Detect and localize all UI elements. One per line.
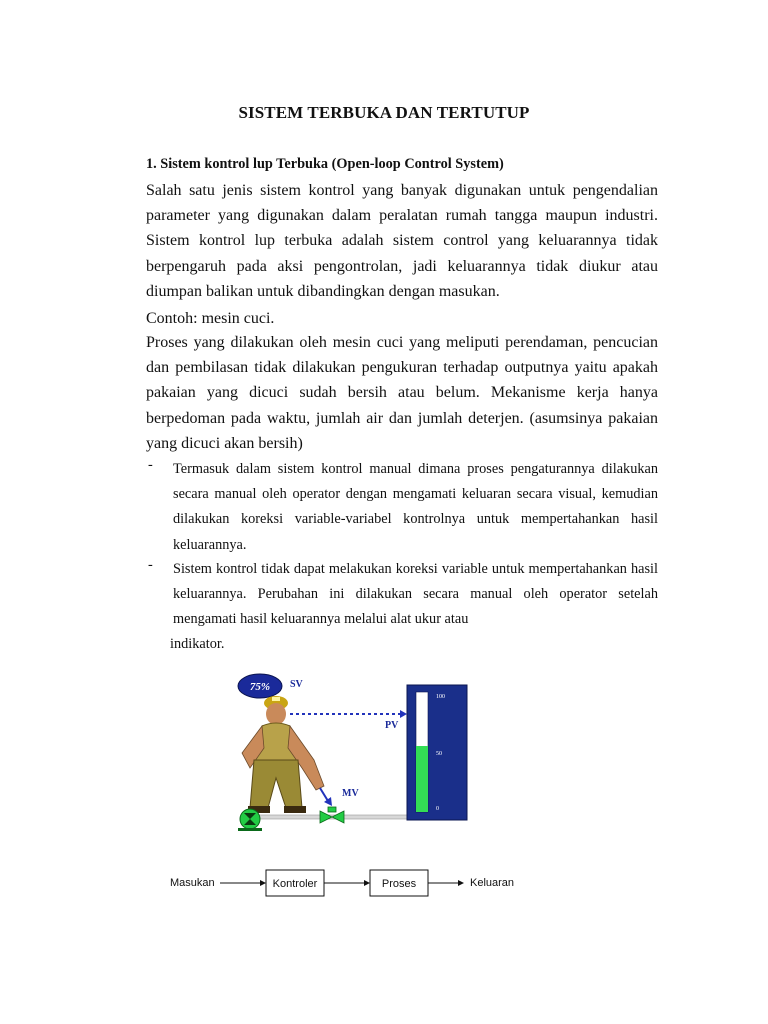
- sv-label: SV: [290, 679, 303, 690]
- bullet-continuation: indikator.: [170, 636, 225, 652]
- pv-label: PV: [385, 720, 399, 731]
- input-label: Masukan: [170, 877, 215, 889]
- output-label: Keluaran: [470, 877, 515, 889]
- bullet-dash: -: [148, 457, 153, 473]
- sv-value: 75%: [249, 681, 271, 693]
- paragraph-washing-machine: Proses yang dilakukan oleh mesin cuci yang meliputi perendaman, pencucian dan pembilasan tidak dilakukan pengukuran terhadap outputnya yaitu apakah pakaian yang dicuci sudah bersih atau belum. Mekanisme kerja hanya berpedoman pada waktu, jumlah air dan jumlah deterjen. (asumsinya pakaian yang dicuci akan bersih): [146, 334, 658, 452]
- bullet-text: Termasuk dalam sistem kontrol manual dimana proses pengaturannya dilakukan secara manual oleh operator dengan mengamati keluaran secara visual, kemudian dilakukan koreksi variable-variabel kontrolnya untuk mempertahankan hasil keluarannya.: [173, 461, 658, 553]
- arrow-head-icon: [260, 880, 266, 886]
- level-fill: [416, 746, 428, 812]
- section-heading: 1. Sistem kontrol lup Terbuka (Open-loop Control System): [146, 156, 504, 172]
- example-line: Contoh: mesin cuci.: [146, 310, 275, 327]
- scale-max: 100: [436, 694, 445, 700]
- controller-label: Kontroler: [272, 878, 318, 890]
- operator-icon: [242, 696, 324, 813]
- mv-label: MV: [342, 788, 359, 799]
- manual-control-illustration: [232, 668, 482, 838]
- bullet-item: [146, 557, 658, 633]
- arrow-head-icon: [400, 710, 407, 718]
- paragraph-definition: Salah satu jenis sistem kontrol yang banyak digunakan untuk pengendalian parameter yang digunakan dalam peralatan rumah tangga maupun industri. Sistem kontrol lup terbuka adalah sistem control yang keluarannya tidak berpengaruh pada aksi pengontrolan, jadi keluarannya tidak diukur atau diumpan balikan untuk dibandingkan dengan masukan.: [146, 182, 658, 300]
- document-title: SISTEM TERBUKA DAN TERTUTUP: [238, 103, 530, 122]
- scale-mid: 50: [436, 751, 442, 757]
- bullet-text: Sistem kontrol tidak dapat melakukan koreksi variable untuk mempertahankan hasil keluarannya. Perubahan ini dilakukan secara manual oleh operator setelah mengamati hasil keluarannya melalui alat ukur atau: [173, 561, 658, 628]
- arrow-head-icon: [364, 880, 370, 886]
- manipulation-arrow: [320, 788, 328, 801]
- bullet-item: [146, 457, 658, 558]
- scale-min: 0: [436, 806, 439, 812]
- process-label: Proses: [381, 878, 417, 890]
- block-diagram: [160, 862, 530, 904]
- arrow-head-icon: [458, 880, 464, 886]
- bullet-dash: -: [148, 557, 153, 573]
